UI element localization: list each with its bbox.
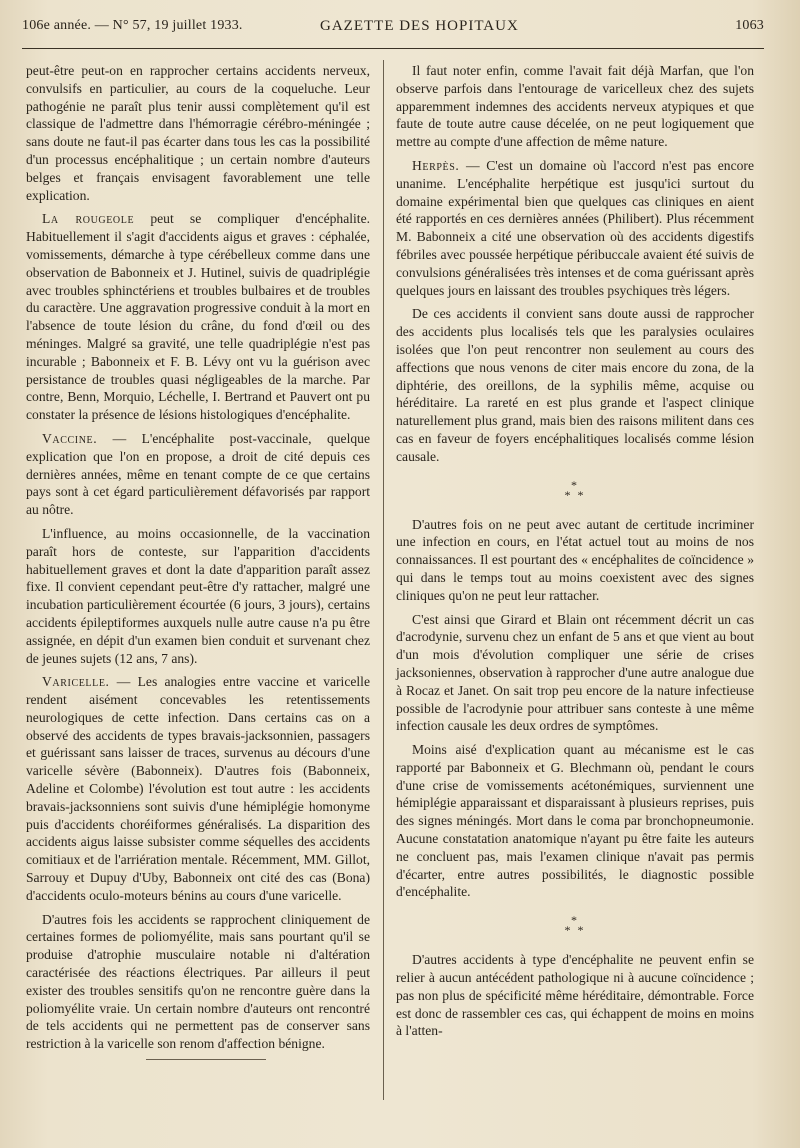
paragraph-text: D'autres accidents à type d'encéphalite ne peuvent enfin se relier à aucun antécédent pathologique ni à aucune coïncidence ; pas non plus de spécificité même héréditaire, démontrable. Force est donc de rassembler ces cas, qui échappent de moins en moins à l'atten- xyxy=(396,952,754,1039)
paragraph-text: Moins aisé d'explication quant au mécanisme est le cas rapporté par Babonneix et G. Blechmann où, pendant le cours d'une crise de vomissements acétonémiques, surviennent une hémiplégie apparaissant et disparaissant à plusieurs reprises, puis des signes méningés. Mort dans le coma par bronchopneumonie. Aucune constatation anatomique n'ayant pu être faite les auteurs ne concluent pas, mais l'examen clinique n'avait pas permis d'écarter, entre autres possibilités, le diagnostic possible d'encéphalite. xyxy=(396,742,754,900)
paragraph xyxy=(396,951,754,1040)
paragraph xyxy=(396,62,754,151)
paragraph-text: C'est ainsi que Girard et Blain ont récemment décrit un cas d'acrodynie, survenu chez un enfant de 5 ans et que vient au bout d'un mois d'évolution compliquer une série de crises jacksoniennes, observation à rapprocher d'une autre analogue due à Rocaz et Janet. On sait trop peu encore de la nature infectieuse possible de l'acrodynie pour attribuer sans conteste à une même infection causale les deux ordres de symptômes. xyxy=(396,611,754,734)
paragraph-text: De ces accidents il convient sans doute aussi de rapprocher des accidents plus localisés tels que les paralysies oculaires isolées que l'on peut rencontrer non seulement au cours des affections que nous venons de citer mais encore du zona, de la diphtérie, des oreillons, de la syphilis même, acquise ou héréditaire. La rareté en est plus grande et l'aspect clinique naturellement plus grand, mais bien des raisons militent dans ces cas en faveur de foyers encéphalitiques localisés comme lésion causale. xyxy=(396,306,754,464)
paragraph xyxy=(396,157,754,299)
column-end-rule xyxy=(146,1059,266,1060)
section-lead-heading: La rougeole xyxy=(42,211,135,227)
section-lead-heading: Varicelle. xyxy=(42,674,110,690)
paragraph xyxy=(26,210,370,424)
page-number: 1063 xyxy=(735,18,764,33)
paragraph-text: — C'est un domaine où l'accord n'est pas encore unanime. L'encéphalite herpétique est jusqu'ici surtout du domaine expérimental bien que quelques cas cliniques en aient été rapportés en ces dernières années (Philibert). Plus récemment M. Babonneix a cité une observation où des accidents digestifs fébriles avec poussée herpétique péribuccale avaient été suivis de convulsions généralisées très intenses et de coma guérissant après quelques jours en laissant des troubles psychiques très légers. xyxy=(396,157,754,298)
paragraph xyxy=(396,516,754,605)
paragraph xyxy=(26,673,370,904)
paragraph xyxy=(26,911,370,1053)
left-column xyxy=(26,62,370,1060)
section-separator-asterisks: * * * xyxy=(564,477,586,502)
running-header xyxy=(22,18,764,48)
paragraph-text: peut se compliquer d'encéphalite. Habituellement il s'agit d'accidents aigus et graves : céphalée, vomissements, démarche à type cérébelleux comme dans une observation de Babonneix et J. Hutinel, suivis de quadriplégie avec troubles sphinctériens et troubles bulbaires et de troubles du caractère. Une aggravation progressive conduit à la mort en l'absence de toute lésion du crâne, du fond d'œil ou des méninges. Malgré sa gravité, une telle quadriplégie n'est pas incurable ; Babonneix et F. B. Lévy ont vu la guérison avec persistance de troubles quasi négligeables de la marche. Par contre, Benn, Morquio, Léchelle, I. Bertrand et Pauvert ont pu constater la présence de lésions histologiques d'encéphalite. xyxy=(26,211,370,423)
journal-title: GAZETTE DES HOPITAUX xyxy=(320,18,519,34)
paragraph-text: Il faut noter enfin, comme l'avait fait déjà Marfan, que l'on observe parfois dans l'entourage de varicelleux chez des sujets apparemment indemnes des accidents nerveux atypiques et que faute de toute autre cause décelée, on ne peut logiquement que mettre au compte d'une affection de même nature. xyxy=(396,63,754,150)
paragraph xyxy=(26,525,370,667)
paragraph xyxy=(26,430,370,519)
paragraph-text: — Les analogies entre vaccine et varicelle rendent aisément concevables les retentissements neurologiques de cette infection. Dans certains cas on a observé des accidents de types bravais-jacksonnien, passagers et guérissant sans laisser de traces, survenus au décours d'une varicelle sévère (Babonneix). D'autres fois (Babonneix, Adeline et Colombe) l'évolution est tout autre : les accidents bravais-jacksonniens sont suivis d'une hémiplégie homonyme puis d'accidents choréiformes généralisés. La disparition des accidents aigus laisse subsister comme séquelles des accidents comitiaux et de l'arriération mentale. Récemment, MM. Gillot, Sarrouy et Dupuy d'Uby, Babonneix ont cité des cas (Bona) d'accidents oculo-moteurs bénins au cours d'une varicelle. xyxy=(26,674,370,903)
paragraph-text: — L'encéphalite post-vaccinale, quelque explication que l'on en propose, a droit de cité depuis ces dernières années, même en tenant compte de ce que certains pays sont à cet égard particulièrement défavorisés par rapport au nôtre. xyxy=(26,430,370,518)
paragraph-text: D'autres fois on ne peut avec autant de certitude incriminer une infection en cours, en l'état actuel tout au moins de nos connaissances. Il est pourtant des « encéphalites de coïncidence » qui dans le temps tout au moins coexistent avec des signes cliniques qu'on ne peut leur rattacher. xyxy=(396,516,754,603)
issue-info: 106e année. — N° 57, 19 juillet 1933. xyxy=(22,18,243,33)
paragraph xyxy=(396,611,754,736)
header-rule xyxy=(22,48,764,49)
paragraph xyxy=(396,741,754,901)
section-lead-heading: Vaccine. xyxy=(42,430,98,446)
paragraph xyxy=(396,305,754,465)
paragraph-text: D'autres fois les accidents se rapprochent cliniquement de certaines formes de poliomyélite, mais sans pourtant qu'il se produise d'atrophie musculaire notable ni d'altération caractérisée des réactions électriques. Par ailleurs il peut exister des troubles sensitifs qu'on ne rencontre guère dans la poliomyélite vraie. Un certain nombre d'auteurs ont rencontré de tels accidents qui ne permettent pas de conserver sans restriction à la varicelle son renom d'affection bénigne. xyxy=(26,911,370,1052)
paragraph xyxy=(26,62,370,204)
section-separator-asterisks: * * * xyxy=(564,913,586,938)
right-column xyxy=(396,62,754,1046)
paragraph-text: L'influence, au moins occasionnelle, de la vaccination paraît hors de conteste, sur l'apparition d'accidents habituellement graves et dont la date d'apparition paraît assez fixe. Il convient cependant peut-être d'y rattacher, malgré une incubation particulièrement écourtée (6 jours, 3 jours), certains accidents épileptiformes auxquels nulle autre cause n'a pu être assignée, en dépit d'un examen bien conduit et survenant chez de jeunes sujets (12 ans, 7 ans). xyxy=(26,525,370,666)
paragraph-text: peut-être peut-on en rapprocher certains accidents nerveux, convulsifs en particulier, au cours de la coqueluche. Leur pathogénie ne paraît plus tenir aussi complètement qu'il est classique de l'admettre dans l'hémorragie cérébro-méningée ; sans doute ne faut-il pas écarter dans tous les cas la possibilité d'un processus encéphalitique ; un certain nombre d'auteurs belges et français envisagent favorablement une telle explication. xyxy=(26,63,370,203)
section-lead-heading: Herpès. xyxy=(412,157,460,173)
column-divider xyxy=(383,60,384,1100)
